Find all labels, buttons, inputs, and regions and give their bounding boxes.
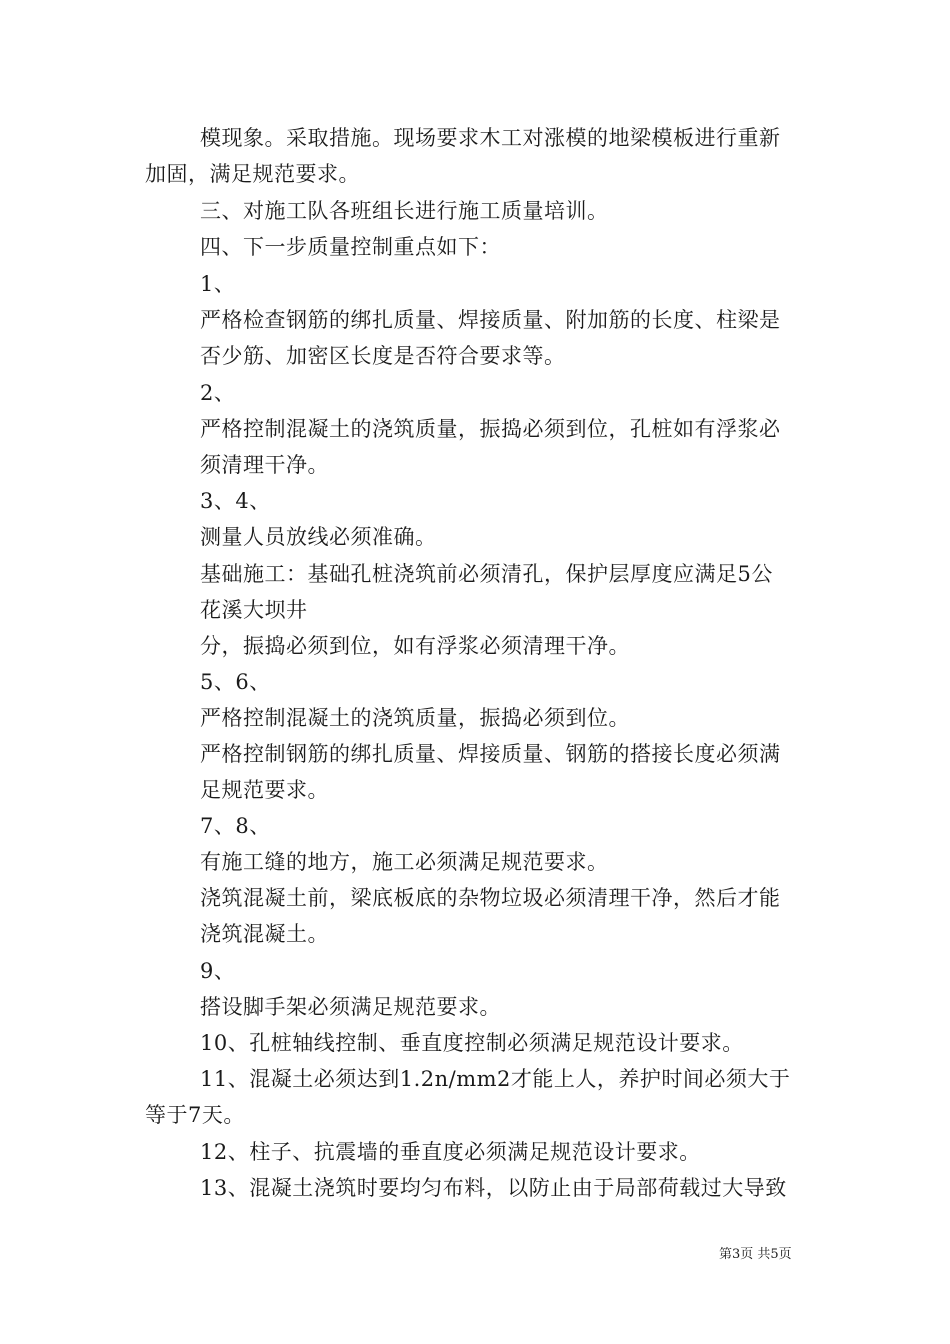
text-line: 足规范要求。 — [200, 778, 329, 802]
text-line: 加固，满足规范要求。 — [145, 162, 360, 186]
text-line: 13、混凝土浇筑时要均匀布料，以防止由于局部荷载过大导致 — [200, 1176, 787, 1200]
text-line: 11、混凝土必须达到1.2n/mm2才能上人，养护时间必须大于 — [200, 1067, 791, 1091]
text-line: 须清理干净。 — [200, 453, 329, 477]
text-line: 严格检查钢筋的绑扎质量、焊接质量、附加筋的长度、柱梁是 — [200, 308, 781, 332]
text-line: 7、8、 — [200, 814, 271, 838]
text-line: 三、对施工队各班组长进行施工质量培训。 — [200, 199, 609, 223]
text-line: 浇筑混凝土。 — [200, 922, 329, 946]
text-line: 模现象。采取措施。现场要求木工对涨模的地梁模板进行重新 — [200, 126, 781, 150]
text-line: 9、 — [200, 959, 236, 983]
text-line: 12、柱子、抗震墙的垂直度必须满足规范设计要求。 — [200, 1140, 701, 1164]
text-line: 10、孔桩轴线控制、垂直度控制必须满足规范设计要求。 — [200, 1031, 744, 1055]
text-line: 5、6、 — [200, 670, 271, 694]
page-number: 第3页 共5页 — [719, 1247, 792, 1262]
text-line: 否少筋、加密区长度是否符合要求等。 — [200, 344, 566, 368]
text-line: 四、下一步质量控制重点如下： — [200, 235, 501, 259]
text-line: 严格控制混凝土的浇筑质量，振捣必须到位，孔桩如有浮浆必 — [200, 417, 781, 441]
text-line: 1、 — [200, 272, 236, 296]
text-line: 3、4、 — [200, 489, 271, 513]
text-line: 搭设脚手架必须满足规范要求。 — [200, 995, 501, 1019]
text-line: 浇筑混凝土前，梁底板底的杂物垃圾必须清理干净，然后才能 — [200, 886, 781, 910]
text-line: 基础施工：基础孔桩浇筑前必须清孔，保护层厚度应满足5公 — [200, 562, 773, 586]
text-line: 严格控制混凝土的浇筑质量，振捣必须到位。 — [200, 706, 630, 730]
text-line: 花溪大坝井 — [200, 598, 308, 622]
text-line: 有施工缝的地方，施工必须满足规范要求。 — [200, 850, 609, 874]
text-line: 2、 — [200, 381, 236, 405]
text-line: 测量人员放线必须准确。 — [200, 525, 437, 549]
text-line: 分，振捣必须到位，如有浮浆必须清理干净。 — [200, 634, 630, 658]
text-line: 严格控制钢筋的绑扎质量、焊接质量、钢筋的搭接长度必须满 — [200, 742, 781, 766]
text-line: 等于7天。 — [145, 1103, 245, 1127]
